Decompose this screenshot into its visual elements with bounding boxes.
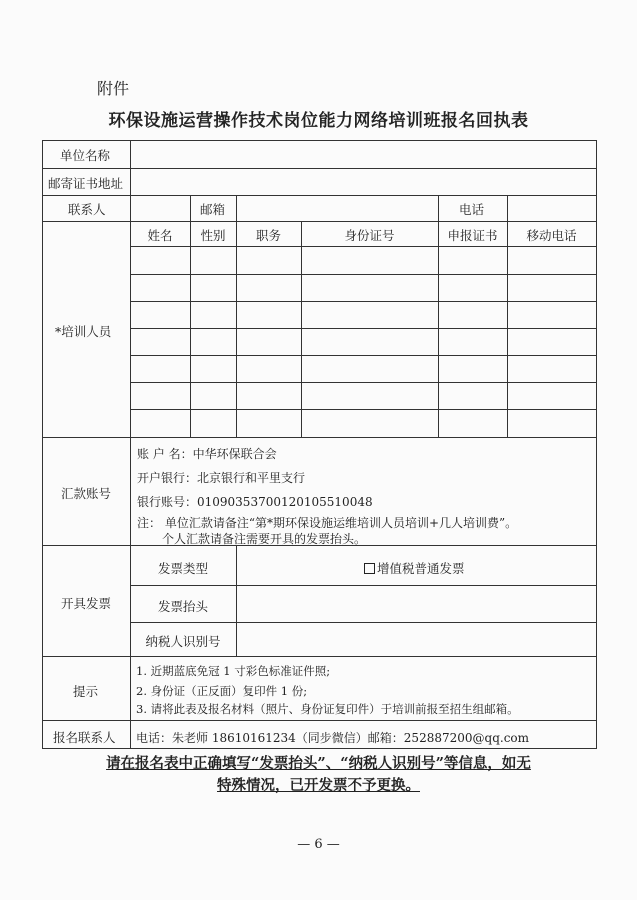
invoice-type-value: 增值税普通发票 <box>377 561 465 576</box>
form-title: 环保设施运营操作技术岗位能力网络培训班报名回执表 <box>108 111 529 131</box>
invoice-type-label: 发票类型 <box>157 561 208 576</box>
page-number: — 6 — <box>297 837 340 852</box>
invoice-header-label: 发票抬头 <box>157 599 208 614</box>
bank-name: 开户银行：北京银行和平里支行 <box>137 471 306 485</box>
contact-person-label: 报名联系人 <box>53 730 116 745</box>
email-label: 邮箱 <box>200 202 226 217</box>
tip-item: 2. 身份证（正反面）复印件 1 份; <box>136 684 308 698</box>
footer-notice-line-1: 请在报名表中正确填写“发票抬头”、“纳税人识别号”等信息，如无 <box>106 755 531 772</box>
unit-name-label: 单位名称 <box>60 148 111 163</box>
invoice-label: 开具发票 <box>61 596 112 611</box>
payment-label: 汇款账号 <box>61 486 112 501</box>
column-header-certificate: 申报证书 <box>447 228 498 243</box>
mail-address-label: 邮寄证书地址 <box>48 176 124 191</box>
contact-label: 联系人 <box>68 202 106 217</box>
column-header-gender: 性别 <box>200 228 226 243</box>
trainees-label: *培训人员 <box>55 324 112 339</box>
payment-note-personal: 个人汇款请备注需要开具的发票抬头。 <box>162 532 367 546</box>
footer-notice-line-2: 特殊情况，已开发票不予更换。 <box>217 777 420 794</box>
checkbox-icon[interactable] <box>364 563 375 574</box>
invoice-type-option <box>364 559 465 577</box>
tips-label: 提示 <box>73 684 99 699</box>
taxpayer-id-label: 纳税人识别号 <box>145 634 221 649</box>
tip-item: 1. 近期蓝底免冠 1 寸彩色标准证件照; <box>136 664 331 678</box>
contact-person-info: 电话：朱老师 18610161234（同步微信）邮箱：252887200@qq.com <box>136 731 530 745</box>
column-header-mobile: 移动电话 <box>526 228 577 243</box>
column-header-id-number: 身份证号 <box>344 228 395 243</box>
tip-item: 3. 请将此表及报名材料（照片、身份证复印件）于培训前报至招生组邮箱。 <box>136 702 519 716</box>
column-header-position: 职务 <box>255 228 281 243</box>
account-number: 银行账号：01090353700120105510048 <box>137 495 373 509</box>
account-name: 账 户 名：中华环保联合会 <box>137 447 277 461</box>
column-header-name: 姓名 <box>147 228 173 243</box>
phone-label: 电话 <box>459 202 485 217</box>
payment-note: 注： 单位汇款请备注“第*期环保设施运维培训人员培训+几人培训费”。 <box>137 516 518 530</box>
attachment-label: 附件 <box>97 79 130 98</box>
